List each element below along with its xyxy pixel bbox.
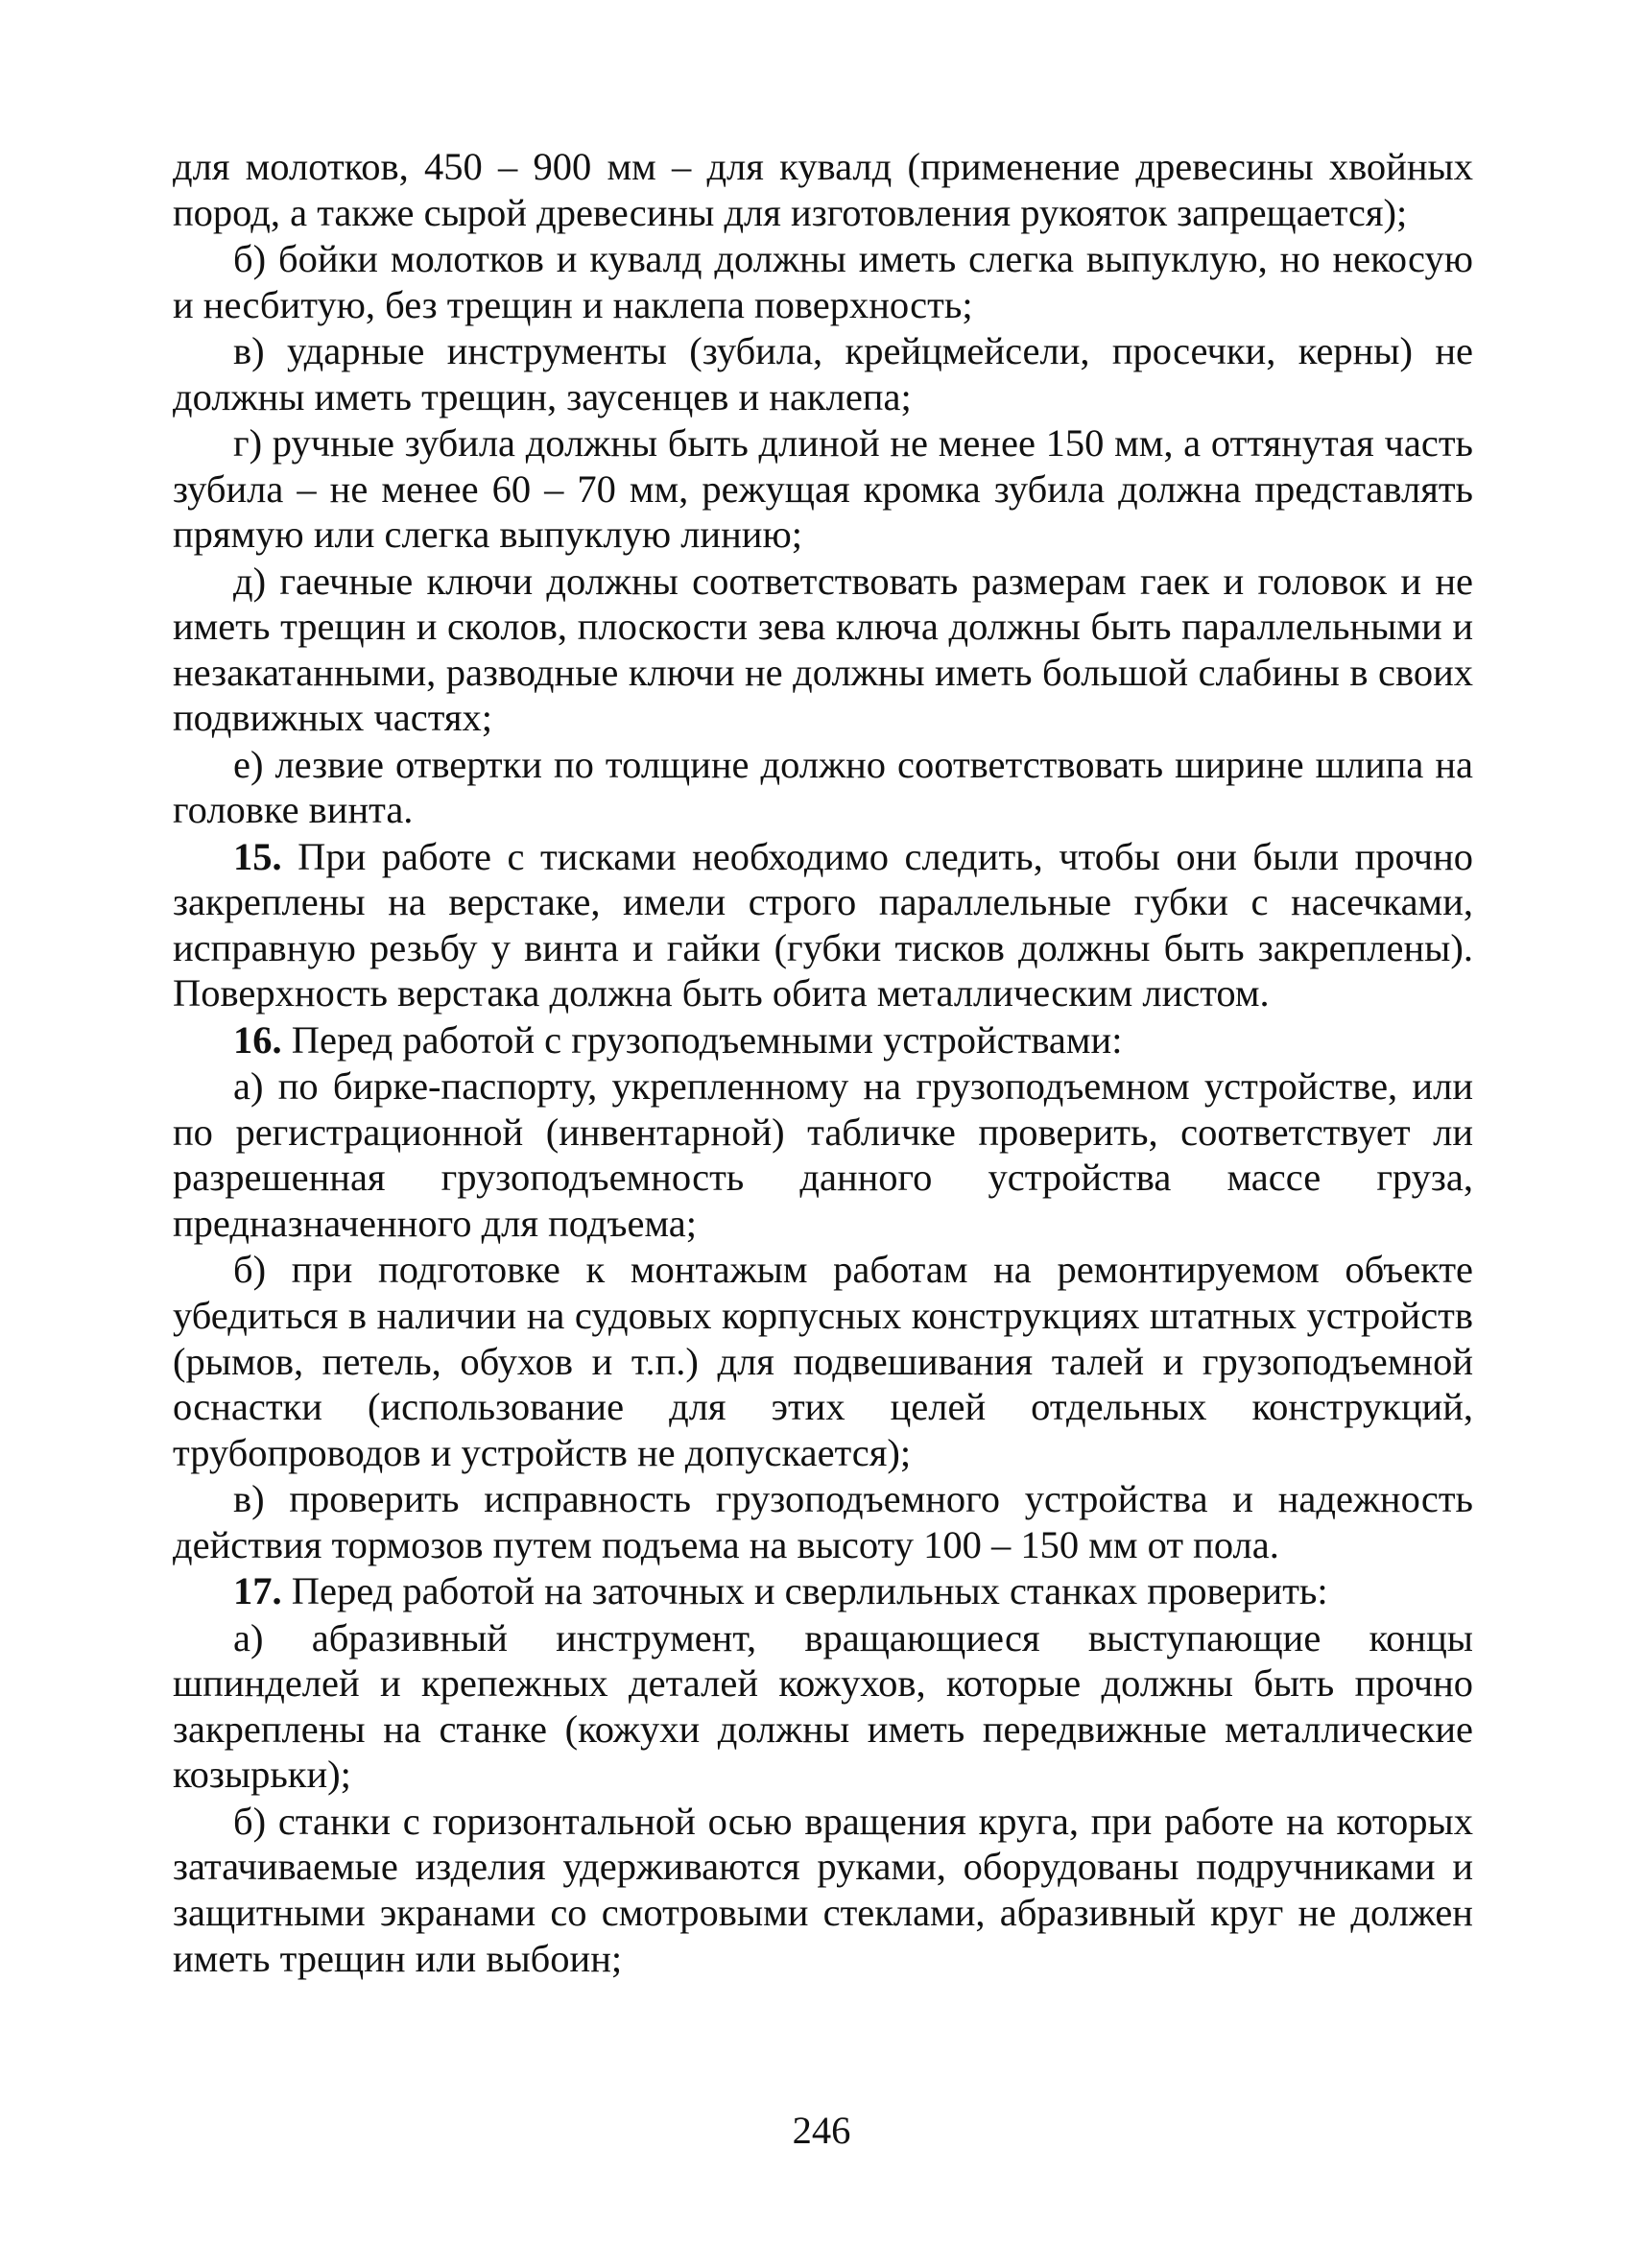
paragraph-text: д) гаечные ключи должны соответствовать размерам гаек и головок и не иметь трещин и сколов, плоскости зева ключа должны быть параллельными и незакатанными, разводные ключи не должны иметь большой слабины в своих подвижных частях; (173, 559, 1473, 740)
paragraph-14v (173, 328, 1473, 419)
paragraph-16b (173, 1247, 1473, 1475)
paragraph-16v (173, 1476, 1473, 1567)
paragraph-text: При работе с тисками необходимо следить, чтобы они были прочно закреплены на верстаке, имели строго параллельные губки с насечками, исправную резьбу у винта и гайки (губки тисков должны быть закреплены). Поверхность верстака должна быть обита металлическим листом. (173, 834, 1474, 1015)
item-number: 16. (233, 1017, 282, 1062)
paragraph-text: б) при подготовке к монтажым работам на ремонтируемом объекте убедиться в наличии на судовых корпусных конструкциях штатных устройств (рымов, петель, обухов и т.п.) для подвешивания талей и грузоподъемной оснастки (использование для этих целей отдельных конструкций, трубопроводов и устройств не допускается); (173, 1248, 1473, 1474)
item-number: 17. (233, 1569, 282, 1613)
paragraph-16 (173, 1017, 1473, 1063)
paragraph-14e (173, 742, 1473, 833)
paragraph-14b (173, 236, 1473, 327)
paragraph-continuation (173, 144, 1473, 235)
paragraph-text: Перед работой на заточных и сверлильных станках проверить: (291, 1569, 1328, 1613)
paragraph-text: а) по бирке-паспорту, укрепленному на грузоподъемном устройстве, или по регистрационной (инвентарной) табличке проверить, соответствует ли разрешенная грузоподъемность данного устройства массе груза, предназначенного для подъема; (173, 1064, 1473, 1246)
paragraph-text: е) лезвие отвертки по толщине должно соответствовать ширине шлипа на головке винта. (173, 742, 1473, 832)
body-text (173, 144, 1473, 1981)
paragraph-text: г) ручные зубила должны быть длиной не менее 150 мм, а оттянутая часть зубила – не менее 60 – 70 мм, режущая кромка зубила должна представлять прямую или слегка выпуклую линию; (173, 420, 1473, 557)
page-number: 246 (792, 2109, 851, 2152)
paragraph-text: в) ударные инструменты (зубила, крейцмейсели, просечки, керны) не должны иметь трещин, заусенцев и наклепа; (173, 328, 1473, 418)
paragraph-17a (173, 1615, 1473, 1798)
paragraph-text: для молотков, 450 – 900 мм – для кувалд (применение древесины хвойных пород, а также сырой древесины для изготовления рукояток запрещается); (173, 145, 1473, 234)
paragraph-text: в) проверить исправность грузоподъемного устройства и надежность действия тормозов путем подъема на высоту 100 – 150 мм от пола. (173, 1477, 1473, 1566)
paragraph-text: а) абразивный инструмент, вращающиеся выступающие концы шпинделей и крепежных деталей кожухов, которые должны быть прочно закреплены на станке (кожухи должны иметь передвижные металлические козырьки); (173, 1615, 1473, 1797)
item-number: 15. (233, 834, 282, 878)
paragraph-text: б) станки с горизонтальной осью вращения круга, при работе на которых затачиваемые изделия удерживаются руками, оборудованы подручниками и защитными экранами со смотровыми стеклами, абразивный круг не должен иметь трещин или выбоин; (173, 1799, 1473, 1980)
paragraph-17b (173, 1799, 1473, 1981)
paragraph-text: Перед работой с грузоподъемными устройствами: (291, 1017, 1123, 1062)
paragraph-17 (173, 1568, 1473, 1614)
paragraph-15 (173, 834, 1473, 1016)
paragraph-14g (173, 420, 1473, 558)
paragraph-16a (173, 1063, 1473, 1246)
paragraph-text: б) бойки молотков и кувалд должны иметь слегка выпуклую, но некосую и несбитую, без трещин и наклепа поверхность; (173, 236, 1473, 326)
paragraph-14d (173, 559, 1473, 741)
